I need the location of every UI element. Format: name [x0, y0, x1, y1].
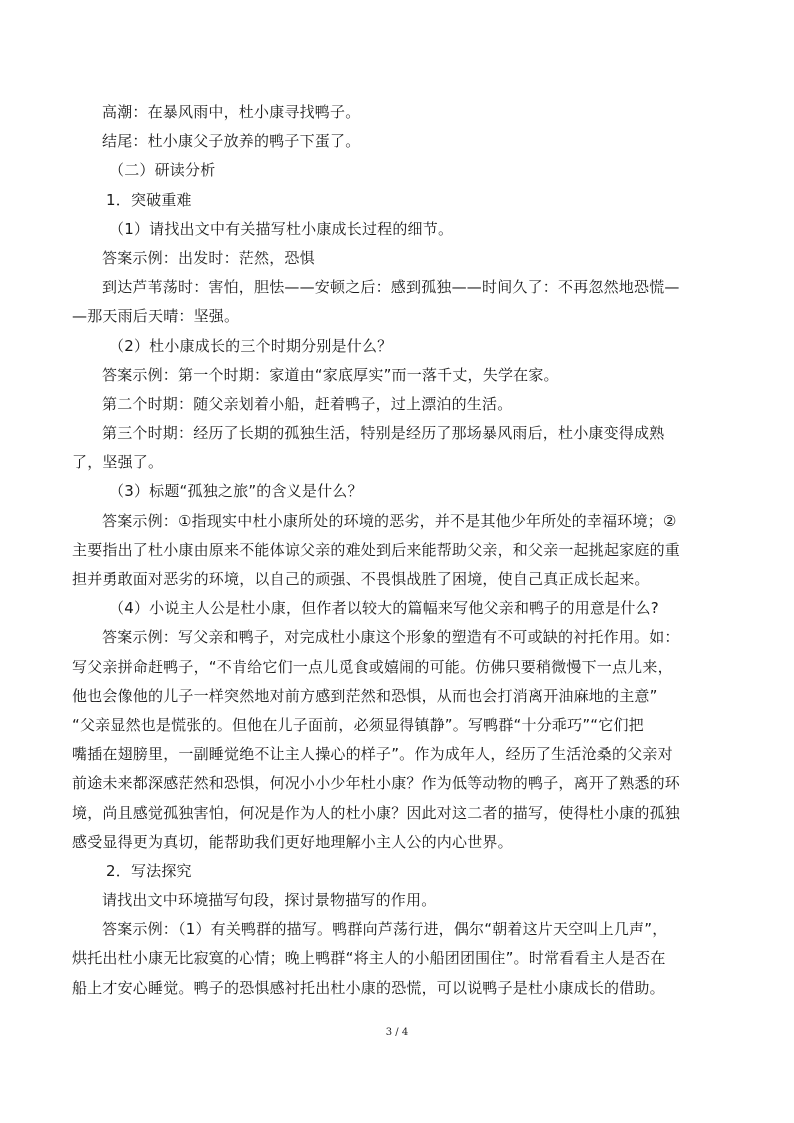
answer-4-line: 答案示例：写父亲和鸭子，对完成杜小康这个形象的塑造有不可或缺的衬托作用。如：	[102, 628, 680, 647]
answer-4-line: “父亲显然也是慌张的。但他在儿子面前，必须显得镇静”。写鸭群“十分乖巧”“它们把	[72, 715, 644, 734]
question-4: （4）小说主人公是杜小康，但作者以较大的篇幅来写他父亲和鸭子的用意是什么?	[109, 599, 659, 618]
subsection-heading-difficulties: 1．突破重难	[106, 190, 192, 209]
answer-2-line: 了，坚强了。	[72, 453, 164, 472]
answer-1-line: 到达芦苇荡时：害怕，胆怯——安顿之后：感到孤独——时间久了：不再忽然地恐慌—	[102, 278, 680, 297]
answer-writing-line: 烘托出杜小康无比寂寞的心情；晚上鸭群“将主人的小船团团围住”。时常看看主人是否在	[72, 949, 666, 968]
answer-4-line: 他也会像他的儿子一样突然地对前方感到茫然和恐惧，从而也会打消离开油麻地的主意”	[72, 686, 658, 705]
answer-1-line: 答案示例：出发时：茫然，恐惧	[102, 248, 315, 267]
question-2: （2）杜小康成长的三个时期分别是什么？	[109, 336, 393, 355]
paragraph-climax: 高潮：在暴风雨中，杜小康寻找鸭子。	[102, 103, 361, 121]
answer-3-line: 主要指出了杜小康由原来不能体谅父亲的难处到后来能帮助父亲，和父亲一起挑起家庭的重	[72, 540, 681, 559]
answer-2-line: 答案示例：第一个时期：家道由“家底厚实”而一落千丈，失学在家。	[102, 365, 559, 384]
page-number: 3 / 4	[385, 1027, 409, 1038]
answer-writing-line: 船上才安心睡觉。鸭子的恐惧感衬托出杜小康的恐慌，可以说鸭子是杜小康成长的借助。	[72, 978, 665, 997]
answer-writing-line: 答案示例：（1）有关鸭群的描写。鸭群向芦荡行进，偶尔“朝着这片天空叫上几声”，	[102, 920, 668, 939]
subsection-heading-writing: 2．写法探究	[106, 861, 192, 880]
question-3: （3）标题“孤独之旅”的含义是什么？	[109, 482, 363, 501]
paragraph-ending: 结尾：杜小康父子放养的鸭子下蛋了。	[102, 132, 361, 151]
answer-4-line: 境，尚且感觉孤独害怕，何况是作为人的杜小康？因此对这二者的描写，使得杜小康的孤独	[72, 803, 681, 822]
document-body	[72, 98, 694, 1003]
answer-2-line: 第三个时期：经历了长期的孤独生活，特别是经历了那场暴风雨后，杜小康变得成熟	[102, 424, 665, 443]
question-1: （1）请找出文中有关描写杜小康成长过程的细节。	[109, 219, 454, 238]
answer-3-line: 答案示例：①指现实中杜小康所处的环境的恶劣，并不是其他少年所处的幸福环境；②	[102, 511, 677, 530]
question-writing: 请找出文中环境描写句段，探讨景物描写的作用。	[102, 891, 437, 910]
answer-3-line: 担并勇敢面对恶劣的环境，以自己的顽强、不畏惧战胜了困境，使自己真正成长起来。	[72, 570, 650, 588]
answer-1-line: —那天雨后天晴：坚强。	[72, 307, 240, 326]
section-heading-analysis: （二）研读分析	[109, 161, 216, 180]
answer-4-line: 前途未来都深感茫然和恐惧，何况小小少年杜小康？作为低等动物的鸭子，离开了熟悉的环	[72, 774, 681, 793]
answer-4-line: 嘴插在翅膀里，一副睡觉绝不让主人操心的样子”。作为成年人，经历了生活沧桑的父亲对	[72, 745, 673, 764]
answer-2-line: 第二个时期：随父亲划着小船，赶着鸭子，过上漂泊的生活。	[102, 394, 513, 413]
answer-4-line: 写父亲拼命赶鸭子，“不肯给它们一点儿觅食或嬉闹的可能。仿佛只要稍微慢下一点儿来，	[72, 657, 673, 676]
answer-4-line: 感受显得更为真切，能帮助我们更好地理解小主人公的内心世界。	[72, 832, 513, 851]
